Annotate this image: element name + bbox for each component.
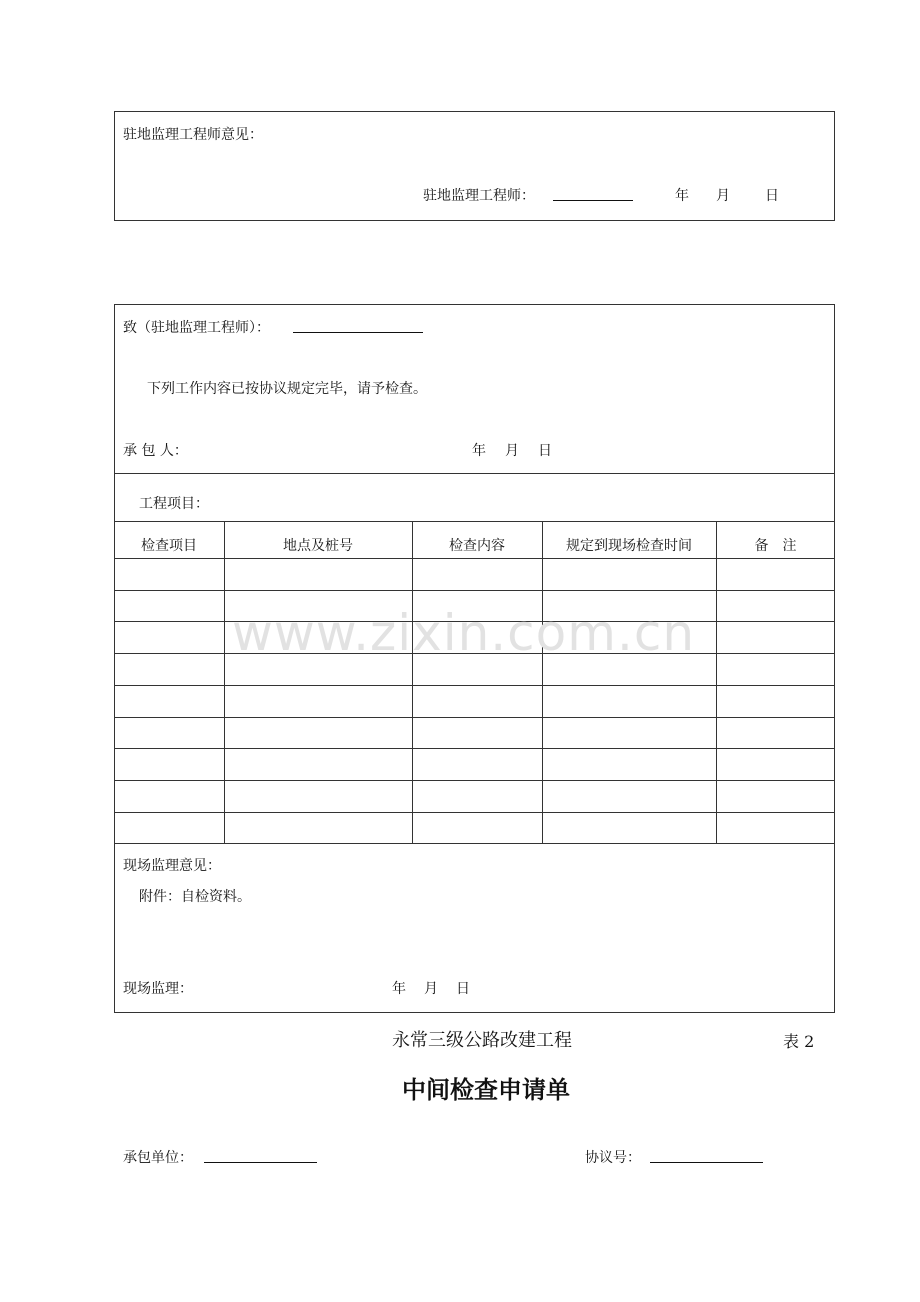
form-title: 中间检查申请单 bbox=[402, 1076, 570, 1104]
col-header-time: 规定到现场检查时间 bbox=[566, 538, 692, 554]
attachment-text: 附件：自检资料。 bbox=[139, 889, 251, 905]
agreement-no-label: 协议号： bbox=[585, 1150, 641, 1166]
divider-line bbox=[114, 473, 835, 474]
project-label: 工程项目： bbox=[139, 496, 209, 512]
project-name: 永常三级公路改建工程 bbox=[392, 1030, 572, 1051]
site-supervisor-label: 现场监理： bbox=[123, 981, 193, 997]
table-number: 表 2 bbox=[783, 1032, 815, 1051]
table-row[interactable] bbox=[114, 780, 835, 812]
contractor-date-year: 年 bbox=[472, 443, 486, 459]
table-top-line bbox=[114, 521, 835, 522]
agreement-no-field[interactable] bbox=[650, 1148, 763, 1167]
table-row[interactable] bbox=[114, 812, 835, 844]
site-date-year: 年 bbox=[392, 981, 406, 997]
col-header-item: 检查项目 bbox=[141, 538, 197, 554]
to-field[interactable] bbox=[293, 318, 423, 337]
contractor-unit-field[interactable] bbox=[204, 1148, 317, 1167]
contractor-date-month: 月 bbox=[505, 443, 519, 459]
table-row[interactable] bbox=[114, 748, 835, 780]
col-header-content: 检查内容 bbox=[449, 538, 505, 554]
site-date-day: 日 bbox=[456, 981, 470, 997]
resident-signer-label: 驻地监理工程师： bbox=[423, 188, 535, 204]
contractor-unit-label: 承包单位： bbox=[123, 1150, 193, 1166]
resident-date-year: 年 bbox=[675, 188, 689, 204]
table-column-line bbox=[412, 521, 413, 843]
watermark: www.zixin.com.cn bbox=[232, 604, 696, 662]
table-column-line bbox=[716, 521, 717, 843]
resident-date-day: 日 bbox=[765, 188, 779, 204]
table-row[interactable] bbox=[114, 558, 835, 590]
table-row[interactable] bbox=[114, 717, 835, 749]
to-label: 致（驻地监理工程师）： bbox=[123, 320, 270, 336]
contractor-date-day: 日 bbox=[538, 443, 552, 459]
site-date-month: 月 bbox=[424, 981, 438, 997]
resident-date-month: 月 bbox=[716, 188, 730, 204]
table-column-line bbox=[542, 521, 543, 843]
table-row[interactable] bbox=[114, 685, 835, 717]
table-column-line bbox=[224, 521, 225, 843]
resident-signer-field[interactable] bbox=[553, 186, 633, 205]
resident-opinion-label: 驻地监理工程师意见： bbox=[123, 127, 263, 143]
col-header-location: 地点及桩号 bbox=[283, 538, 353, 554]
site-opinion-label: 现场监理意见： bbox=[123, 858, 221, 874]
col-header-remarks: 备 注 bbox=[754, 538, 797, 554]
request-body-text: 下列工作内容已按协议规定完毕，请予检查。 bbox=[147, 381, 427, 397]
contractor-label: 承 包 人： bbox=[123, 443, 188, 459]
